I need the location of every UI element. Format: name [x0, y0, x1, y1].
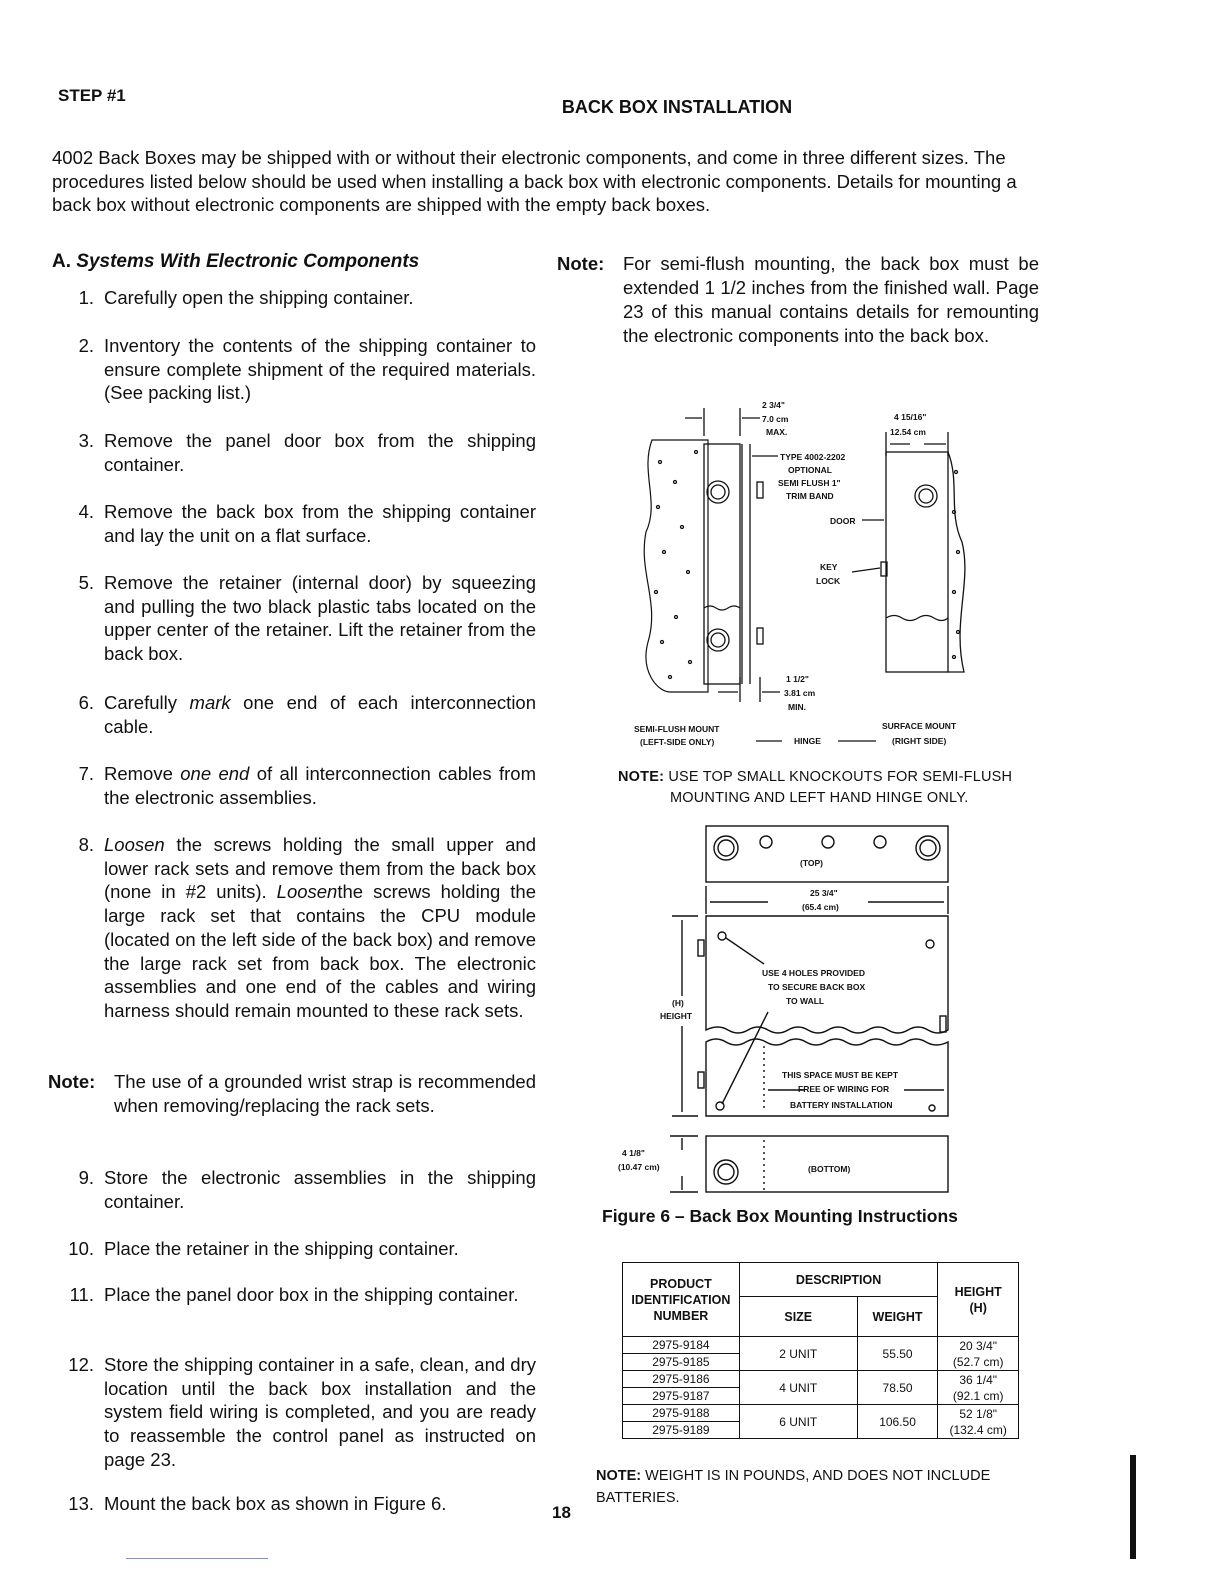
dim-top-in: 2 3/4" [762, 400, 785, 410]
lock-label: LOCK [816, 576, 841, 586]
knockout-circle [707, 481, 729, 503]
section-title: Systems With Electronic Components [76, 251, 420, 272]
scan-edge-mark [1130, 1455, 1136, 1559]
header-line: HEIGHT [954, 1284, 1002, 1299]
width-in: 25 3/4" [810, 888, 838, 898]
knockout-small [874, 836, 886, 848]
product-ids [623, 1337, 740, 1371]
knockout-circle [711, 633, 725, 647]
step-number: 12. [68, 1354, 94, 1375]
step-text-post: of all interconnection cables from the electronic assemblies. [104, 763, 537, 808]
header-line: NUMBER [653, 1308, 709, 1323]
page-number: 18 [552, 1503, 571, 1522]
width-cm: (65.4 cm) [802, 902, 839, 912]
list-item [58, 1237, 536, 1261]
space-label: BATTERY INSTALLATION [790, 1100, 893, 1110]
table-note [596, 1465, 1046, 1509]
break-line [704, 606, 740, 610]
table-note-text: WEIGHT IS IN POUNDS, AND DOES NOT INCLUDE BATTERIES. [596, 1468, 991, 1506]
semi-flush-label: (LEFT-SIDE ONLY) [640, 737, 715, 747]
dim-right-cm: 12.54 cm [890, 427, 926, 437]
height-cell [938, 1337, 1019, 1371]
step-text: Mount the back box as shown in Figure 6. [104, 1493, 447, 1514]
product-ids [623, 1405, 740, 1439]
height-in: 20 3/4" [959, 1338, 997, 1353]
list-item [58, 833, 536, 1023]
table-note-label: NOTE: [596, 1468, 642, 1484]
step-text: Inventory the contents of the shipping container to ensure complete shipment of the required materials. (See packing list.) [104, 335, 536, 404]
knockout-circle [919, 489, 933, 503]
product-id: 2975-9188 [623, 1405, 739, 1422]
mounting-hole [926, 940, 934, 948]
step-number: 9. [78, 1167, 94, 1188]
trim-label: TRIM BAND [786, 491, 834, 501]
step-number: 3. [78, 430, 94, 451]
product-ids [623, 1371, 740, 1405]
page-title: BACK BOX INSTALLATION [561, 97, 793, 117]
dim-bottom-cm: 3.81 cm [784, 688, 816, 698]
trim-label: SEMI FLUSH 1" [778, 478, 841, 488]
note-label: Note: [48, 1071, 96, 1092]
break-line [886, 616, 948, 621]
table-row [623, 1371, 1019, 1405]
knockout-small [760, 836, 772, 848]
weight-cell: 55.50 [857, 1337, 938, 1371]
step-text: Place the panel door box in the shipping container. [104, 1284, 519, 1305]
semi-flush-label: SEMI-FLUSH MOUNT [634, 724, 720, 734]
mounting-hole [718, 932, 726, 940]
step-label: STEP #1 [58, 86, 126, 105]
height-cell [938, 1371, 1019, 1405]
product-id: 2975-9187 [652, 1389, 710, 1403]
step-number: 10. [68, 1238, 94, 1259]
list-item [58, 334, 536, 405]
mounting-tab [698, 940, 704, 956]
list-item [58, 429, 536, 476]
list-item [58, 762, 536, 809]
list-item [58, 286, 536, 310]
table-row [623, 1405, 1019, 1439]
step-text: Store the shipping container in a safe, clean, and dry location until the back box installation and the system field wiring is completed, and you are ready to reassemble the control panel as instructed on page 23. [104, 1354, 536, 1470]
height-in: 52 1/8" [959, 1406, 997, 1421]
trim-label: OPTIONAL [788, 465, 832, 475]
note-semi-flush [557, 252, 1039, 348]
space-label: THIS SPACE MUST BE KEPT [782, 1070, 899, 1080]
header-line: PRODUCT [649, 1276, 712, 1291]
dim-bottom-min: MIN. [788, 702, 806, 712]
right-wall-texture [953, 471, 960, 659]
step-number: 6. [78, 692, 94, 713]
size-cell: 6 UNIT [739, 1405, 857, 1439]
dim-top-max: MAX. [766, 427, 788, 437]
step-number: 5. [78, 572, 94, 593]
step-text: Remove the panel door box from the shipping container. [104, 430, 536, 475]
back-box-spec-table [622, 1262, 1019, 1439]
list-item [58, 500, 536, 547]
figure-note-line-2: MOUNTING AND LEFT HAND HINGE ONLY. [670, 790, 969, 806]
step-number: 8. [78, 834, 94, 855]
height-cm: (92.1 cm) [952, 1388, 1004, 1403]
right-wall-section [948, 452, 965, 672]
holes-label: TO WALL [786, 996, 825, 1006]
bottom-dim-cm: (10.47 cm) [618, 1162, 660, 1172]
header-line: (H) [969, 1300, 987, 1315]
bottom-label: (BOTTOM) [808, 1164, 851, 1174]
figure-note-line: USE TOP SMALL KNOCKOUTS FOR SEMI-FLUSH [668, 769, 1013, 785]
header-line: IDENTIFICATION [631, 1292, 731, 1307]
size-cell: 2 UNIT [739, 1337, 857, 1371]
left-wall-texture [655, 451, 698, 679]
height-label: (H) [672, 998, 684, 1008]
hinge-label: HINGE [794, 736, 821, 746]
door-label: DOOR [830, 516, 856, 526]
hinge-tab [757, 628, 763, 644]
table-header-description: DESCRIPTION [739, 1263, 938, 1297]
list-item [58, 1492, 536, 1516]
table-header-size: SIZE [739, 1297, 857, 1337]
step-number: 7. [78, 763, 94, 784]
holes-label: USE 4 HOLES PROVIDED [762, 968, 865, 978]
leader-line [852, 568, 880, 572]
product-id: 2975-9189 [652, 1423, 710, 1437]
step-text-pre: Remove [104, 763, 181, 784]
list-item [58, 571, 536, 666]
list-item [58, 1353, 536, 1472]
key-label: KEY [820, 562, 838, 572]
step-text-post: the screws holding the small upper and lower rack sets and remove them from the back box (none in #2 units). [104, 834, 536, 903]
surface-mount-label: SURFACE MOUNT [882, 721, 957, 731]
step-number: 2. [78, 335, 94, 356]
table-row [623, 1337, 1019, 1371]
step-text: Place the retainer in the shipping container. [104, 1238, 459, 1259]
note-text: For semi-flush mounting, the back box must be extended 1 1/2 inches from the finished wall. Page 23 of this manual contains details for remounting the electronic components into the back box. [623, 253, 1039, 346]
step-number: 13. [68, 1493, 94, 1514]
mounting-side-view-diagram [630, 392, 1050, 812]
space-label: FREE OF WIRING FOR [798, 1084, 890, 1094]
height-cell [938, 1405, 1019, 1439]
step-text: Store the electronic assemblies in the shipping container. [104, 1167, 536, 1212]
note-label: Note: [557, 253, 605, 274]
size-cell: 4 UNIT [739, 1371, 857, 1405]
knockout-circle [915, 485, 937, 507]
table-header-weight: WEIGHT [857, 1297, 938, 1337]
list-item [58, 1283, 536, 1307]
note-text: The use of a grounded wrist strap is recommended when removing/replacing the rack sets. [114, 1071, 536, 1116]
dim-bottom-in: 1 1/2" [786, 674, 809, 684]
height-in: 36 1/4" [959, 1372, 997, 1387]
scan-edge-line [126, 1558, 268, 1559]
height-cm: (132.4 cm) [949, 1422, 1007, 1437]
leader-line [722, 1012, 768, 1104]
table-header-product [623, 1263, 740, 1337]
left-wall-section [644, 440, 708, 692]
figure-note [618, 769, 1058, 785]
step-text: Remove the retainer (internal door) by squeezing and pulling the two black plastic tabs located on the upper center of the retainer. Lift the retainer from the back box. [104, 572, 536, 665]
surface-mount-label: (RIGHT SIDE) [892, 736, 947, 746]
figure-caption: Figure 6 – Back Box Mounting Instructions [602, 1206, 958, 1226]
knockout-large [718, 1164, 734, 1180]
table-header-height [938, 1263, 1019, 1337]
mounting-tab [940, 1016, 946, 1032]
step-text: Carefully open the shipping container. [104, 287, 414, 308]
step-number: 11. [69, 1284, 94, 1305]
height-cm: (52.7 cm) [952, 1354, 1004, 1369]
hinge-tab [757, 482, 763, 498]
section-a-heading [52, 251, 419, 273]
mounting-hole [929, 1105, 935, 1111]
step-text-post: the screws holding the large rack set that contains the CPU module (located on the left side of the back box) and remove the large rack set from back box. The electronic assemblies and one end of the cables and wiring harness should remain mounted to these rack sets. [104, 881, 536, 1021]
step-text: Remove the back box from the shipping container and lay the unit on a flat surface. [104, 501, 536, 546]
weight-cell: 106.50 [857, 1405, 938, 1439]
knockout-large [920, 840, 936, 856]
product-id: 2975-9184 [623, 1337, 739, 1354]
figure-note-label: NOTE: [618, 769, 665, 785]
leader-line [726, 938, 764, 964]
product-id: 2975-9186 [623, 1371, 739, 1388]
product-id: 2975-9185 [652, 1355, 710, 1369]
weight-cell: 78.50 [857, 1371, 938, 1405]
bottom-dim-in: 4 1/8" [622, 1148, 645, 1158]
knockout-large [718, 840, 734, 856]
height-label: HEIGHT [660, 1011, 693, 1021]
step-number: 1. [78, 287, 94, 308]
step-text-em: Loosen [276, 881, 338, 903]
intro-paragraph: 4002 Back Boxes may be shipped with or without their electronic components, and come in three different sizes. The procedures listed below should be used when installing a back box with electronic components. Details for mounting a back box without electronic components are shipped with the empty back boxes. [52, 147, 1017, 215]
step-text-em: mark [189, 692, 231, 713]
dim-right-in: 4 15/16" [894, 412, 927, 422]
surface-mount-box [886, 452, 948, 672]
top-label: (TOP) [800, 858, 823, 868]
knockout-circle [711, 485, 725, 499]
mounting-tab [698, 1072, 704, 1088]
knockout-small [822, 836, 834, 848]
step-text-pre: Carefully [104, 692, 190, 713]
step-text-em: one end [180, 763, 250, 784]
list-item [58, 691, 536, 738]
list-item [58, 1166, 536, 1213]
dim-top-cm: 7.0 cm [762, 414, 789, 424]
step-text-em: Loosen [104, 834, 165, 855]
top-panel [706, 826, 948, 882]
step-number: 4. [78, 501, 94, 522]
holes-label: TO SECURE BACK BOX [768, 982, 866, 992]
back-box-front-diagram [618, 820, 968, 1200]
trim-label: TYPE 4002-2202 [780, 452, 846, 462]
step-text-post: one end of each interconnection cable. [104, 692, 537, 737]
section-letter: A. [52, 251, 71, 272]
knockout-circle [707, 629, 729, 651]
semi-flush-box [704, 444, 740, 684]
note-wrist-strap [48, 1070, 536, 1118]
